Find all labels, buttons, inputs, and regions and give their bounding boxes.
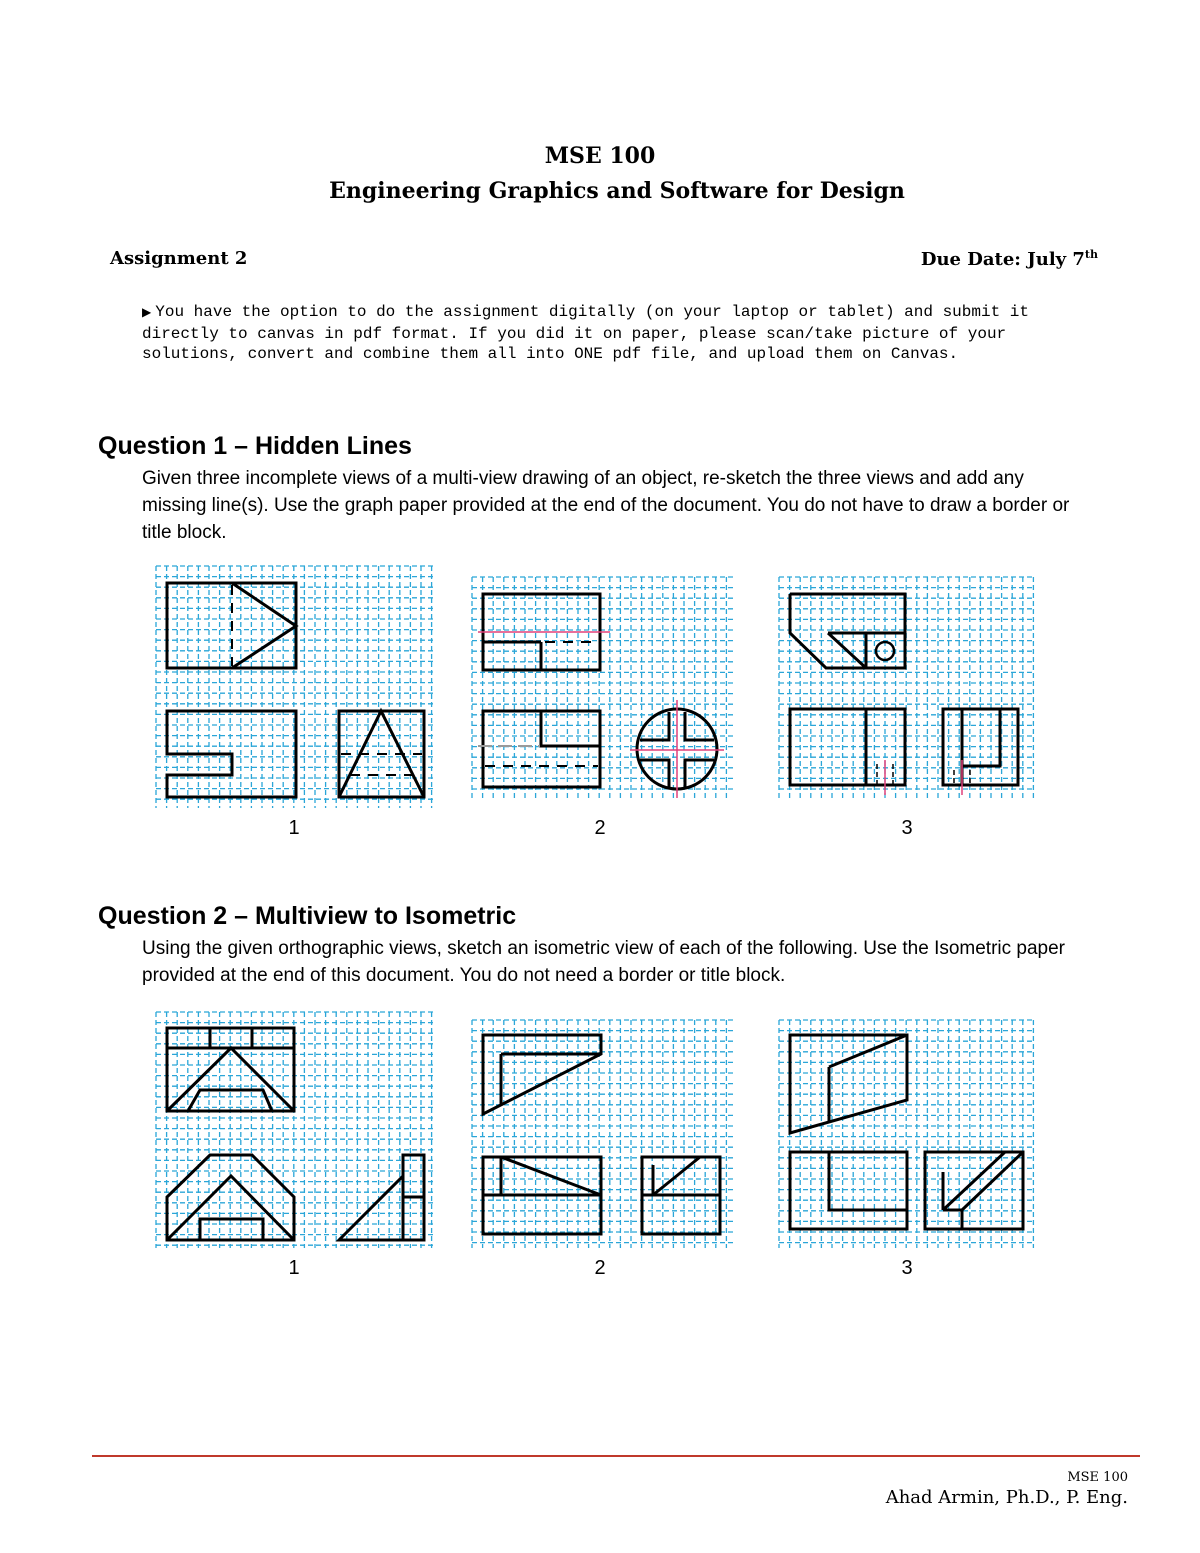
q2f3-side-slant-2 — [962, 1152, 1023, 1210]
q1f1-front-view — [167, 711, 296, 797]
q1-figure-label-2: 2 — [594, 817, 606, 839]
footer-author: Ahad Armin, Ph.D., P. Eng. — [885, 1487, 1128, 1508]
q2-figure-label-2: 2 — [594, 1257, 606, 1279]
question-2-text: Using the given orthographic views, sketch an isometric view of each of the following. Use the Isometric paper provided at the end of this document. You do not need a border or title block. — [142, 938, 1066, 986]
due-date-suffix: th — [1084, 248, 1098, 261]
q1f2-front-step — [541, 711, 600, 746]
footer-course-code: MSE 100 — [1067, 1470, 1128, 1485]
footer-rule — [92, 1455, 1140, 1457]
q1-figure-label-3: 3 — [901, 817, 913, 839]
triangle-right-icon: ▶ — [142, 306, 152, 320]
q1f3-slant — [828, 633, 866, 668]
q2f3-side-slant-1 — [943, 1152, 1005, 1210]
question-1-heading: Question 1 – Hidden Lines — [98, 432, 412, 460]
q2f3-front-view — [790, 1152, 907, 1229]
q2-figure-1 — [167, 1028, 424, 1240]
question-1-text: Given three incomplete views of a multi-view drawing of an object, re-sketch the three views and add any missing line(s). Use the graph paper provided at the end of the document. You do not have to draw a border or title block. — [142, 468, 1070, 543]
q2-figure-label-1: 1 — [288, 1257, 300, 1279]
q2-figure-label-3: 3 — [901, 1257, 913, 1279]
q1-figure-label-1: 1 — [288, 817, 300, 839]
grid-region-2 — [472, 577, 734, 798]
question-2-heading: Question 2 – Multiview to Isometric — [98, 902, 517, 930]
q1-figure-3 — [790, 594, 1018, 795]
course-code: MSE 100 — [544, 143, 656, 169]
assignment-label: Assignment 2 — [110, 248, 248, 269]
q2f3-side-view — [925, 1152, 1023, 1229]
instruction-text: You have the option to do the assignment digitally (on your laptop or tablet) and submit it directly to canvas in pdf format. If you did it on paper, please scan/take picture of your solutions, convert and combine them all into ONE pdf file, and upload them on Canvas. — [142, 303, 1029, 363]
q1-figure-1 — [167, 583, 424, 797]
q1f1-v-notch — [232, 583, 296, 668]
q1f3-top-view — [790, 594, 905, 668]
due-date-text: Due Date: July 7 — [920, 249, 1085, 270]
course-title: Engineering Graphics and Software for Design — [329, 178, 905, 204]
